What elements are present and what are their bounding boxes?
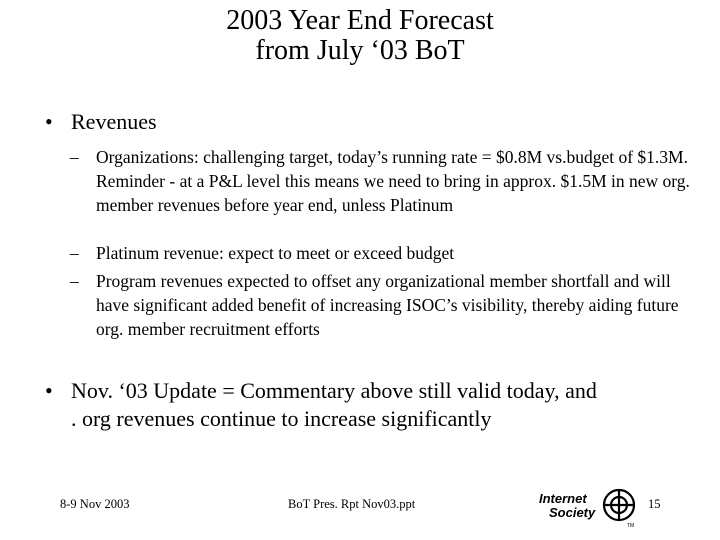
title-line-1: 2003 Year End Forecast (226, 5, 494, 36)
globe-icon (604, 490, 634, 520)
bullet-marker: • (45, 109, 53, 134)
subitem-organizations (70, 145, 706, 217)
footer-date: 8-9 Nov 2003 (60, 497, 130, 511)
logo-trademark: TM (627, 523, 635, 529)
bullet-marker: • (45, 378, 53, 403)
logo-word-society: Society (549, 505, 596, 520)
slide-title (0, 6, 720, 66)
title-line-2: from July ‘03 BoT (255, 35, 465, 66)
footer-page-number: 15 (648, 497, 661, 511)
dash-marker: – (70, 271, 79, 291)
subitem-text: Organizations: challenging target, today’s running rate = $0.8M vs.budget of $1.3M. Reminder - at a P&L level this means we need to bring in approx. $1.5M in new org. member revenues before year end, unless Platinum (96, 147, 690, 215)
subitem-platinum (70, 241, 706, 265)
bullet-text-line-1: Nov. ‘03 Update = Commentary above still valid today, and (71, 378, 597, 403)
dash-marker: – (70, 243, 79, 263)
bullet-text: Revenues (71, 109, 157, 134)
bullet-text-line-2: . org revenues continue to increase significantly (71, 406, 492, 431)
subitem-program (70, 269, 706, 341)
footer-filename: BoT Pres. Rpt Nov03.ppt (288, 497, 416, 511)
internet-society-logo (537, 485, 639, 529)
logo-word-internet: Internet (539, 491, 587, 506)
subitem-text: Platinum revenue: expect to meet or exceed budget (96, 243, 455, 263)
subitem-text: Program revenues expected to offset any organizational member shortfall and will have significant added benefit of increasing ISOC’s visibility, thereby aiding future org. member recruitment efforts (96, 271, 679, 339)
dash-marker: – (70, 147, 79, 167)
